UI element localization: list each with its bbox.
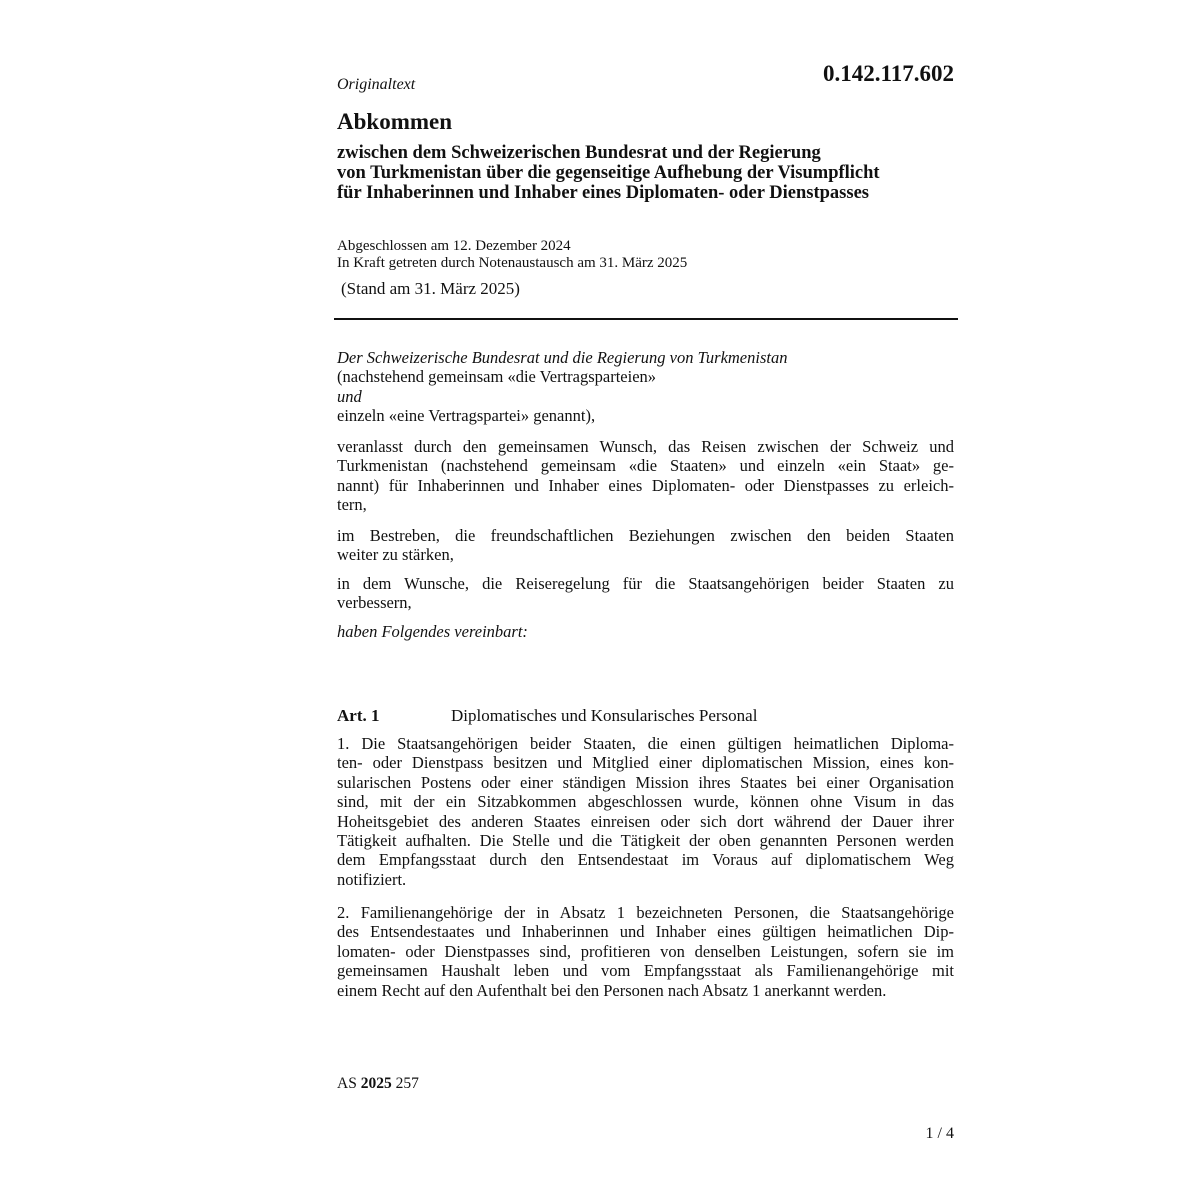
recital-2 (337, 526, 954, 565)
recital-1-line: nannt) für Inhaberinnen und Inhaber eines Diplomaten- oder Dienstpasses zu erleich- (337, 475, 954, 495)
agreed-line: haben Folgendes vereinbart: (337, 622, 528, 641)
document-subtitle (337, 143, 957, 203)
recital-1-line: Turkmenistan (nachstehend gemeinsam «die Staaten» und einzeln «ein Staat» ge- (337, 456, 954, 476)
official-compilation-reference (337, 1074, 419, 1094)
paragraph-line: 2. Familienangehörige der in Absatz 1 bezeichneten Personen, die Staatsangehörige (337, 903, 954, 922)
paragraph-line: Hoheitsgebiet des anderen Staates einreisen oder sich dort während der Dauer ihrer (337, 811, 954, 831)
recital-3-line: verbessern, (337, 593, 412, 613)
recital-3-line: in dem Wunsche, die Reiseregelung für die Staatsangehörigen beider Staaten zu (337, 574, 954, 593)
paragraph-line: des Entsendestaates und Inhaberinnen und Inhaber eines gültigen heimatlichen Dip- (337, 922, 954, 942)
recital-2-line: im Bestreben, die freundschaftlichen Beziehungen zwischen den beiden Staaten (337, 526, 954, 545)
paragraph-line: 1. Die Staatsangehörigen beider Staaten, die einen gültigen heimatlichen Diploma- (337, 734, 954, 753)
paragraph-line: sind, mit der ein Sitzabkommen abgeschlossen wurde, können ohne Visum in das (337, 792, 954, 812)
as-page: 257 (395, 1075, 419, 1092)
article-1-paragraph-2 (337, 903, 954, 1000)
subtitle-line: von Turkmenistan über die gegenseitige Aufhebung der Visumpflicht (337, 163, 880, 183)
article-title: Diplomatisches und Konsularisches Personal (451, 706, 758, 725)
document-title: Abkommen (337, 109, 453, 134)
recital-1-line: tern, (337, 495, 367, 515)
preamble-agreed (337, 622, 954, 641)
recital-1-line: veranlasst durch den gemeinsamen Wunsch, das Reisen zwischen der Schweiz und (337, 437, 954, 456)
original-text-label: Originaltext (337, 76, 416, 93)
paragraph-line: sularischen Postens oder einer ständigen Mission ihres Staates bei einer Organisation (337, 772, 954, 792)
paragraph-line: notifiziert. (337, 869, 407, 889)
paragraph-line: dem Empfangsstaat durch den Entsendestaat im Voraus auf diplomatischem Weg (337, 850, 954, 870)
paragraph-line: ten- oder Dienstpass besitzen und Mitglied einer diplomatischen Mission, eines kon- (337, 753, 954, 773)
recital-1 (337, 437, 954, 515)
paragraph-line: gemeinsamen Haushalt leben und vom Empfangsstaat als Familienangehörige mit (337, 961, 954, 981)
article-1-paragraph-1 (337, 734, 954, 889)
as-year: 2025 (360, 1075, 392, 1092)
sr-number: 0.142.117.602 (823, 61, 954, 86)
status-date: (Stand am 31. März 2025) (341, 279, 520, 298)
concluded-date: Abgeschlossen am 12. Dezember 2024 (337, 238, 571, 254)
article-number: Art. 1 (337, 706, 380, 725)
in-force-date: In Kraft getreten durch Notenaustausch am 31. März 2025 (337, 255, 688, 271)
paragraph-line: Tätigkeit aufhalten. Die Stelle und die Tätigkeit der oben genannten Personen werden (337, 831, 954, 851)
subtitle-line: für Inhaberinnen und Inhaber eines Diplomaten- oder Dienstpasses (337, 183, 869, 203)
preamble-parties: Der Schweizerische Bundesrat und die Regierung von Turkmenistan (337, 348, 788, 367)
preamble-and: und (337, 386, 362, 406)
preamble-parties-block (337, 348, 954, 426)
paragraph-line: einem Recht auf den Aufenthalt bei den Personen nach Absatz 1 anerkannt werden. (337, 980, 887, 1000)
recital-3 (337, 574, 954, 613)
paragraph-line: lomaten- oder Dienstpasses sind, profitieren von denselben Leistungen, sofern sie im (337, 941, 954, 961)
page-number: 1 / 4 (925, 1125, 954, 1142)
preamble-jointly: (nachstehend gemeinsam «die Vertragsparteien» (337, 367, 657, 387)
preamble-individually: einzeln «eine Vertragspartei» genannt), (337, 406, 596, 426)
subtitle-line: zwischen dem Schweizerischen Bundesrat und der Regierung (337, 143, 821, 163)
as-prefix: AS (337, 1075, 357, 1092)
recital-2-line: weiter zu stärken, (337, 545, 454, 565)
treaty-dates (337, 238, 687, 272)
header-divider (334, 318, 958, 320)
